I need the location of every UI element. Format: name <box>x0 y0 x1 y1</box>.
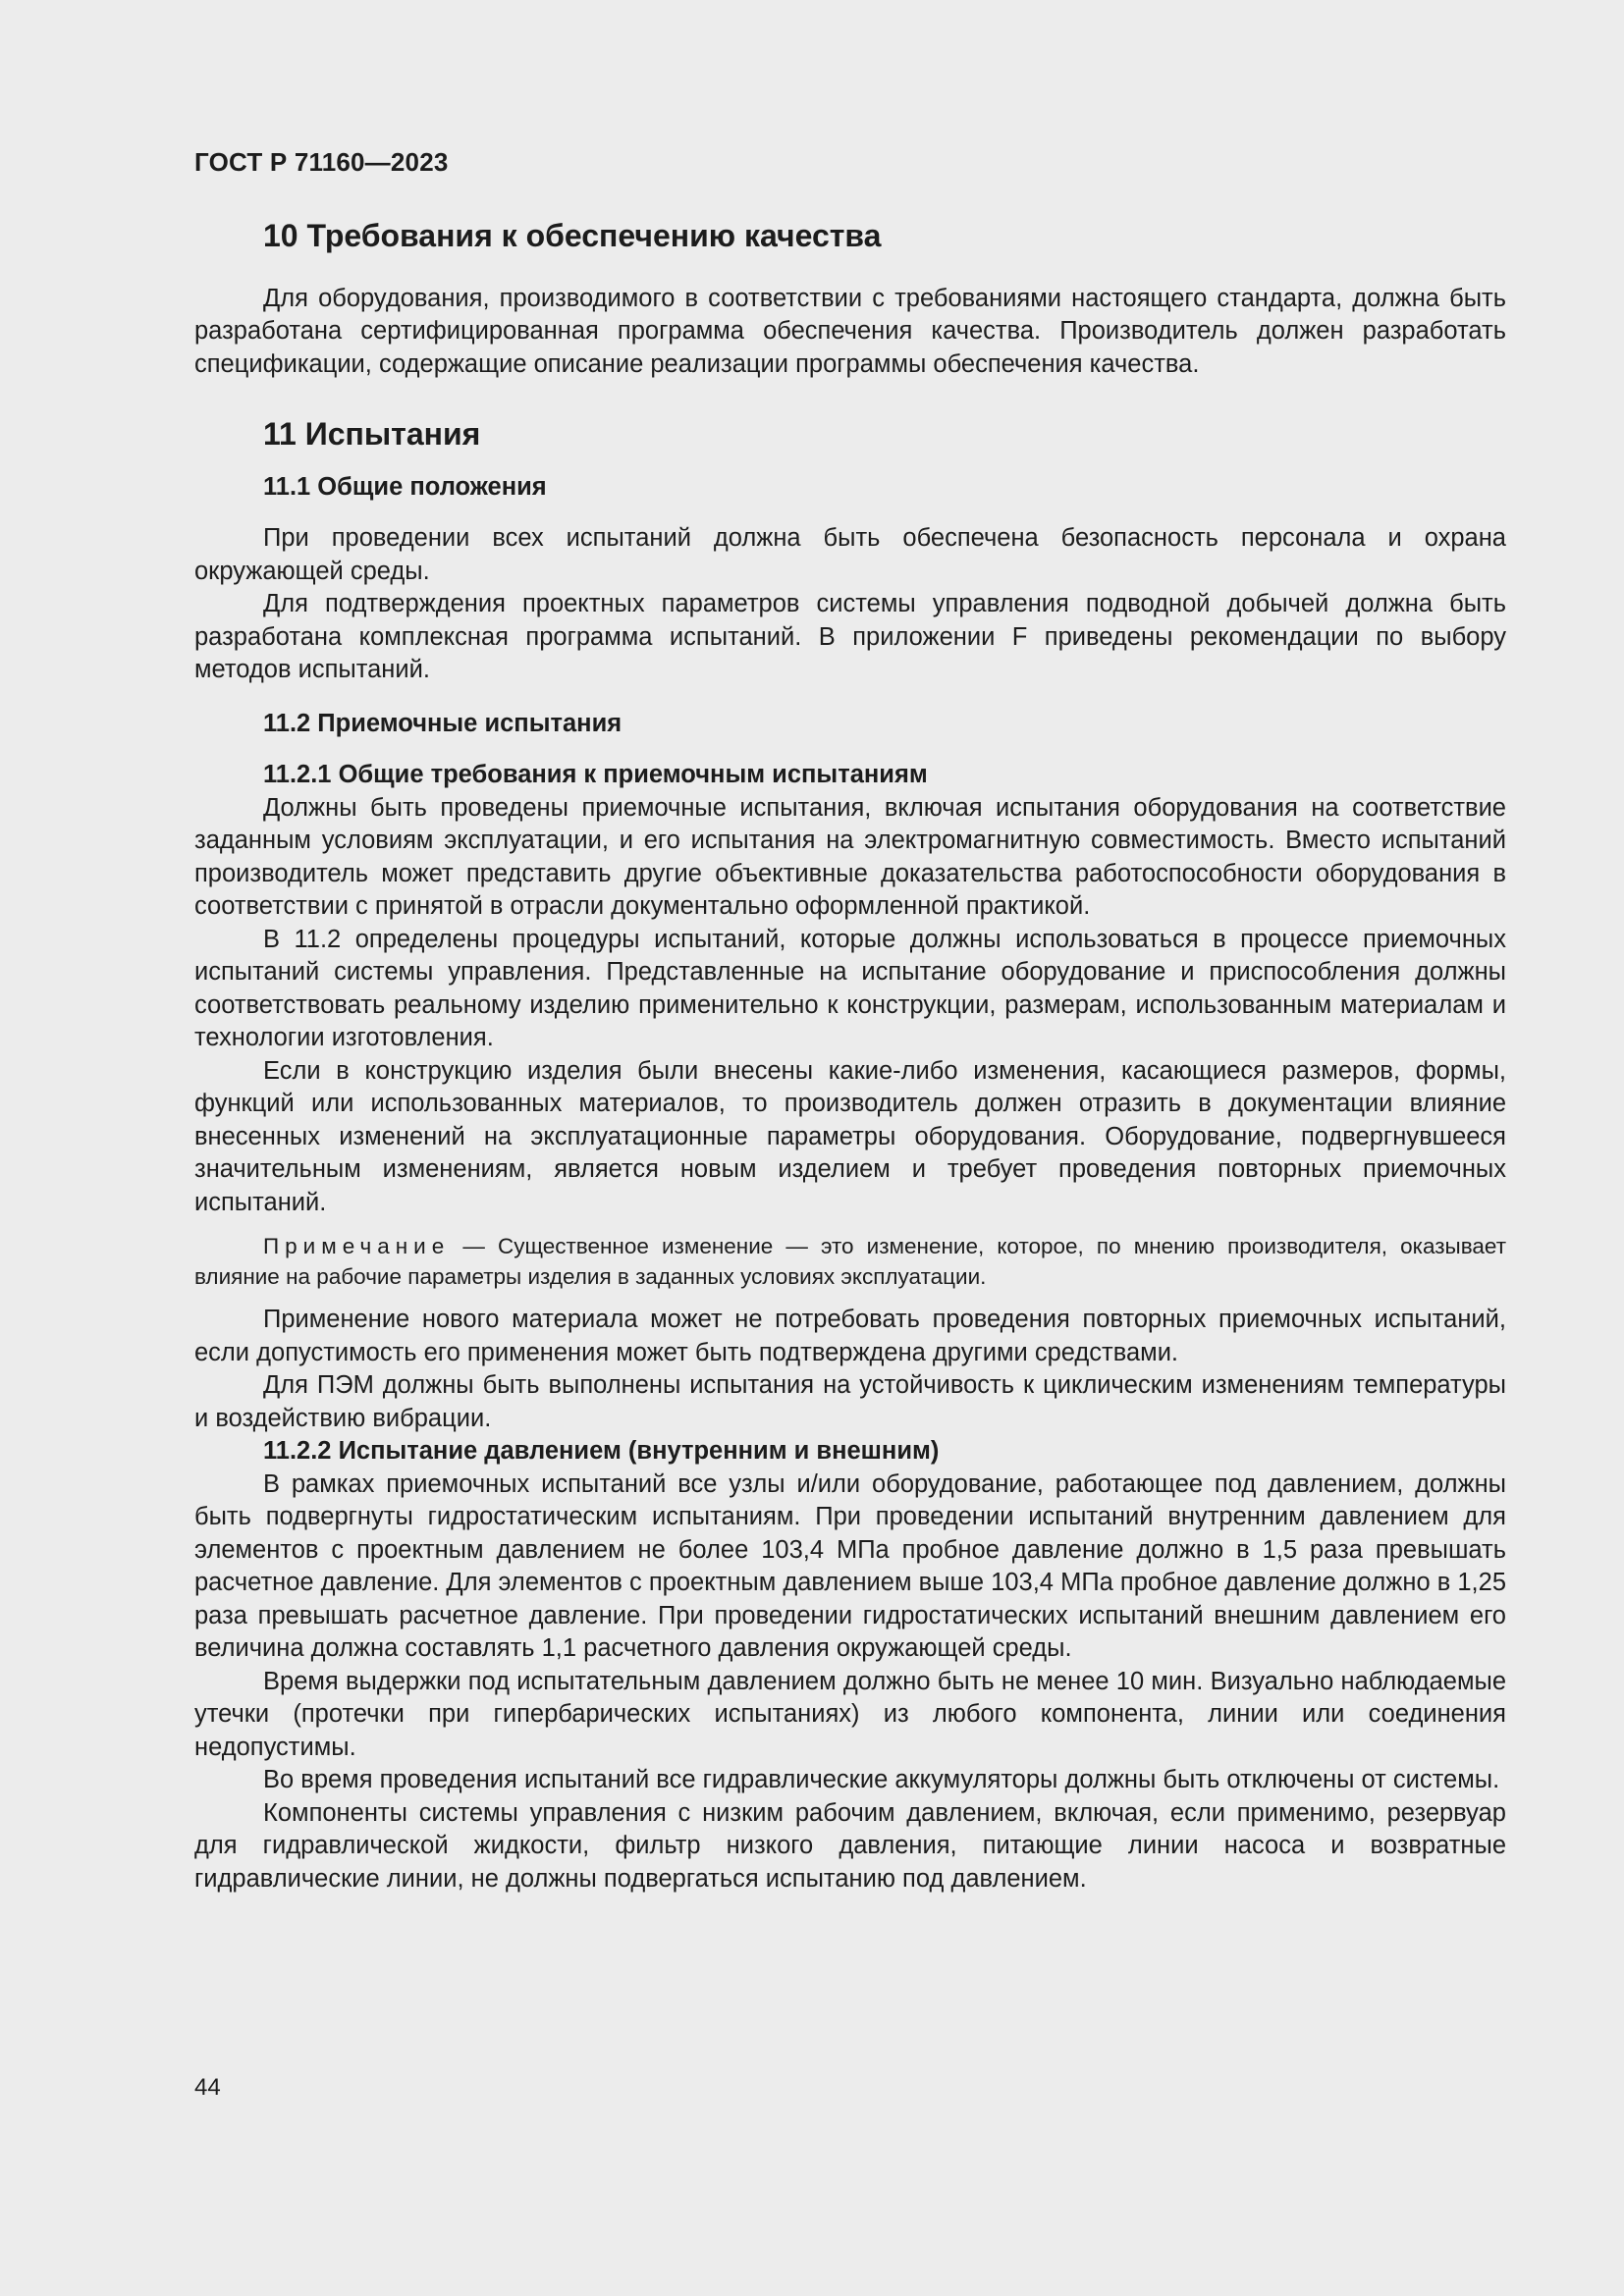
section-11-1-paragraph-2: Для подтверждения проектных параметров системы управления подводной добычей должна быть разработана комплексная программа испытаний. В приложении F приведены рекомендации по выбору методов испытаний. <box>194 590 1506 683</box>
note-label: Примечание <box>263 1234 451 1258</box>
page-content <box>194 220 1506 1896</box>
note-text: — Существенное изменение — это изменение, которое, по мнению производителя, оказывает влияние на рабочие параметры изделия в заданных условиях эксплуатации. <box>194 1234 1506 1289</box>
page-number: 44 <box>194 2074 221 2101</box>
section-11-1-heading: 11.1 Общие положения <box>263 472 547 501</box>
section-11-2-1-paragraph-5: Для ПЭМ должны быть выполнены испытания на устойчивость к циклическим изменениям температуры и воздействию вибрации. <box>194 1371 1506 1432</box>
section-11-2-1-paragraph-1: Должны быть проведены приемочные испытания, включая испытания оборудования на соответствие заданным условиям эксплуатации, и его испытания на электромагнитную совместимость. Вместо испытаний производитель может представить другие объективные доказательства работоспособности оборудования в соответствии с принятой в отрасли документально оформленной практикой. <box>194 793 1506 920</box>
section-11-2-1-paragraph-3: Если в конструкцию изделия были внесены какие-либо изменения, касающиеся размеров, формы, функций или использованных материалов, то производитель должен отразить в документации влияние внесенных изменений на эксплуатационные параметры оборудования. Оборудование, подвергнувшееся значительным изменениям, является новым изделием и требует проведения повторных приемочных испытаний. <box>194 1056 1506 1216</box>
section-10-heading: 10 Требования к обеспечению качества <box>263 218 882 253</box>
section-11-2-1-paragraph-2: В 11.2 определены процедуры испытаний, которые должны использоваться в процессе приемочных испытаний системы управления. Представленные на испытание оборудование и приспособления должны соответствовать реальному изделию применительно к конструкции, размерам, использованным материалам и технологии изготовления. <box>194 925 1506 1051</box>
section-11-2-2-paragraph-2: Время выдержки под испытательным давлением должно быть не менее 10 мин. Визуально наблюдаемые утечки (протечки при гипербарических испытаниях) из любого компонента, линии или соединения недопустимы. <box>194 1667 1506 1761</box>
section-11-heading: 11 Испытания <box>263 416 481 452</box>
note <box>194 1231 1506 1292</box>
section-10-paragraph: Для оборудования, производимого в соответствии с требованиями настоящего стандарта, должна быть разработана сертифицированная программа обеспечения качества. Производитель должен разработать спецификации, содержащие описание реализации программы обеспечения качества. <box>194 284 1506 378</box>
section-11-2-2-paragraph-4: Компоненты системы управления с низким рабочим давлением, включая, если применимо, резервуар для гидравлической жидкости, фильтр низкого давления, питающие линии насоса и возвратные гидравлические линии, не должны подвергаться испытанию под давлением. <box>194 1798 1506 1893</box>
document-id: ГОСТ Р 71160—2023 <box>194 147 449 177</box>
section-11-2-2-paragraph-3: Во время проведения испытаний все гидравлические аккумуляторы должны быть отключены от системы. <box>263 1766 1500 1793</box>
section-11-2-2-paragraph-1: В рамках приемочных испытаний все узлы и/или оборудование, работающее под давлением, должны быть подвергнуты гидростатическим испытаниям. При проведении испытаний внутренним давлением для элементов с проектным давлением не более 103,4 МПа пробное давление должно в 1,5 раза превышать расчетное давление. Для элементов с проектным давлением выше 103,4 МПа пробное давление должно в 1,25 раза превышать расчетное давление. При проведении гидростатических испытаний внешним давлением его величина должна составлять 1,1 расчетного давления окружающей среды. <box>194 1469 1506 1662</box>
section-11-2-1-heading: 11.2.1 Общие требования к приемочным испытаниям <box>263 761 928 788</box>
section-11-2-1-paragraph-4: Применение нового материала может не потребовать проведения повторных приемочных испытаний, если допустимость его применения может быть подтверждена другими средствами. <box>194 1306 1506 1366</box>
section-11-1-paragraph-1: При проведении всех испытаний должна быть обеспечена безопасность персонала и охрана окружающей среды. <box>194 524 1506 585</box>
section-11-2-2-heading: 11.2.2 Испытание давлением (внутренним и внешним) <box>263 1437 940 1465</box>
section-11-2-heading: 11.2 Приемочные испытания <box>263 709 623 737</box>
